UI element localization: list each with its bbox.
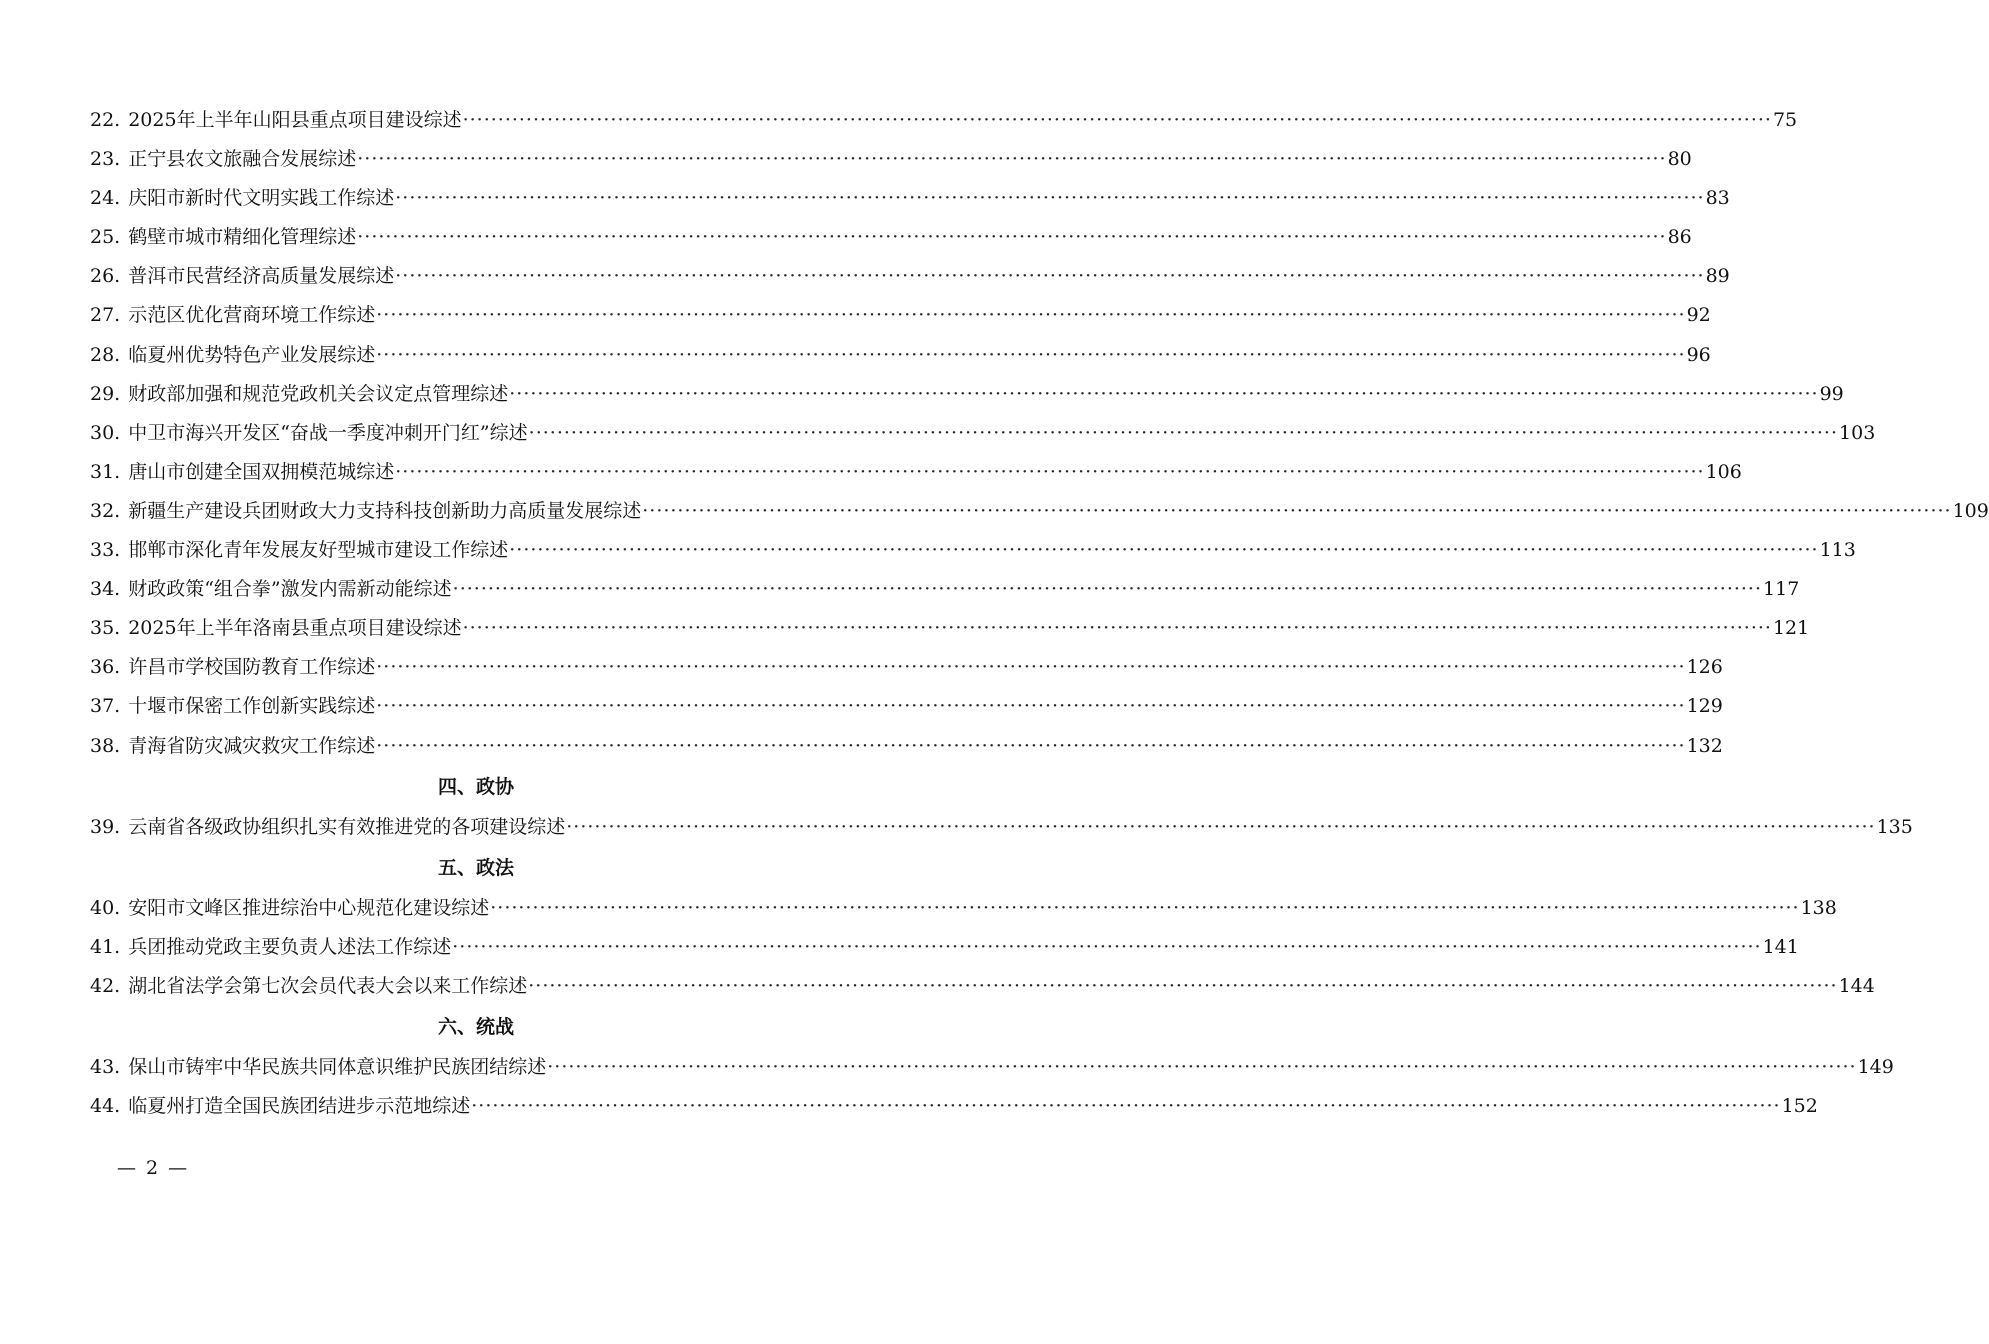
dot-leader	[395, 257, 1704, 296]
dot-leader	[490, 889, 1799, 928]
entry-number: 34.	[90, 578, 121, 601]
toc-entry[interactable]	[90, 687, 1723, 726]
dot-leader	[463, 609, 1772, 648]
dot-leader	[547, 1048, 1856, 1087]
entry-number: 29.	[90, 382, 121, 405]
entry-page-number: 149	[1857, 1055, 1894, 1078]
entry-page-number: 96	[1686, 343, 1711, 366]
toc-entry[interactable]	[90, 296, 1711, 335]
entry-number: 23.	[90, 148, 121, 171]
entry-number: 39.	[90, 815, 121, 838]
dot-leader	[566, 808, 1875, 847]
entry-page-number: 89	[1705, 265, 1730, 288]
section-heading-united-front: 六、统战	[437, 1015, 514, 1038]
entry-title: 鹤壁市城市精细化管理综述	[128, 226, 357, 249]
toc-entry[interactable]	[90, 1048, 1894, 1087]
entry-title: 临夏州打造全国民族团结进步示范地综述	[128, 1095, 471, 1118]
section-heading-politics-law: 五、政法	[437, 856, 514, 879]
entry-title: 新疆生产建设兵团财政大力支持科技创新助力高质量发展综述	[128, 499, 642, 522]
entry-number: 38.	[90, 734, 121, 757]
entry-page-number: 141	[1762, 935, 1799, 958]
entry-page-number: 129	[1686, 695, 1723, 718]
entry-page-number: 92	[1686, 304, 1711, 327]
toc-entry[interactable]	[90, 808, 1913, 847]
dot-leader	[642, 492, 1951, 531]
dot-leader	[453, 570, 1762, 609]
toc-entry[interactable]	[90, 140, 1692, 179]
toc-entry[interactable]	[90, 531, 1856, 570]
entry-page-number: 138	[1800, 896, 1837, 919]
entry-number: 22.	[90, 109, 121, 131]
section-heading-cppcc: 四、政协	[437, 775, 514, 798]
toc-entry[interactable]	[90, 889, 1837, 928]
entry-number: 27.	[90, 304, 121, 327]
dot-leader	[509, 531, 1818, 570]
entry-page-number: 80	[1667, 148, 1692, 171]
entry-title: 许昌市学校国防教育工作综述	[128, 656, 376, 679]
entry-title: 保山市铸牢中华民族共同体意识维护民族团结综述	[128, 1055, 547, 1078]
dot-leader	[376, 687, 1685, 726]
dot-leader	[395, 179, 1704, 218]
dot-leader	[376, 296, 1685, 335]
toc-entry[interactable]	[90, 336, 1711, 375]
entry-title: 财政政策“组合拳”激发内需新动能综述	[128, 578, 452, 601]
entry-number: 44.	[90, 1095, 121, 1118]
entry-title: 安阳市文峰区推进综治中心规范化建设综述	[128, 896, 490, 919]
dot-leader	[376, 336, 1685, 375]
dot-leader	[376, 648, 1685, 687]
entry-title: 邯郸市深化青年发展友好型城市建设工作综述	[128, 539, 509, 562]
dot-leader	[452, 928, 1761, 967]
toc-entry[interactable]	[90, 1087, 1818, 1126]
dot-leader	[357, 218, 1666, 257]
toc-entry[interactable]	[90, 570, 1800, 609]
toc-entry[interactable]	[90, 218, 1692, 257]
dot-leader	[463, 101, 1772, 140]
toc-entry[interactable]	[90, 101, 1798, 140]
entry-number: 40.	[90, 896, 121, 919]
entry-number: 42.	[90, 974, 121, 997]
entry-page-number: 135	[1876, 815, 1913, 838]
entry-title: 示范区优化营商环境工作综述	[128, 304, 376, 327]
entry-title: 云南省各级政协组织扎实有效推进党的各项建设综述	[128, 815, 566, 838]
entry-number: 33.	[90, 539, 121, 562]
entry-title: 湖北省法学会第七次会员代表大会以来工作综述	[128, 974, 528, 997]
dot-leader	[509, 375, 1818, 414]
entry-page-number: 113	[1819, 539, 1856, 562]
toc-entry[interactable]	[90, 492, 1989, 531]
entry-number: 41.	[90, 935, 121, 958]
entry-number: 35.	[90, 617, 121, 640]
entry-title: 普洱市民营经济高质量发展综述	[128, 265, 395, 288]
entry-page-number: 103	[1839, 421, 1876, 444]
entry-number: 32.	[90, 499, 121, 522]
entry-title: 正宁县农文旅融合发展综述	[128, 148, 357, 171]
toc-entry[interactable]	[90, 648, 1723, 687]
toc-entry[interactable]	[90, 967, 1875, 1006]
page-number-footer: — 2 —	[117, 1157, 190, 1179]
entry-number: 25.	[90, 226, 121, 249]
entry-page-number: 152	[1781, 1095, 1818, 1118]
entry-page-number: 117	[1763, 578, 1800, 601]
entry-number: 31.	[90, 460, 121, 483]
entry-page-number: 83	[1705, 187, 1730, 210]
entry-title: 青海省防灾减灾救灾工作综述	[128, 734, 376, 757]
entry-number: 37.	[90, 695, 121, 718]
entry-number: 36.	[90, 656, 121, 679]
toc-entry[interactable]	[90, 179, 1730, 218]
entry-number: 24.	[90, 187, 121, 210]
entry-page-number: 109	[1952, 499, 1989, 522]
entry-page-number: 126	[1686, 656, 1723, 679]
toc-entry[interactable]	[90, 257, 1730, 296]
toc-entry[interactable]	[90, 609, 1810, 648]
entry-title: 2025年上半年山阳县重点项目建设综述	[128, 109, 462, 131]
entry-page-number: 132	[1686, 734, 1723, 757]
entry-number: 26.	[90, 265, 121, 288]
dot-leader	[376, 727, 1685, 766]
entry-page-number: 99	[1819, 382, 1844, 405]
entry-title: 中卫市海兴开发区“奋战一季度冲刺开门红”综述	[128, 421, 528, 444]
entry-title: 2025年上半年洛南县重点项目建设综述	[128, 617, 462, 640]
dot-leader	[395, 453, 1704, 492]
entry-page-number: 75	[1772, 109, 1798, 131]
table-of-contents	[90, 101, 1989, 1126]
entry-title: 临夏州优势特色产业发展综述	[128, 343, 376, 366]
toc-entry[interactable]	[90, 414, 1876, 453]
dot-leader	[471, 1087, 1780, 1126]
dot-leader	[529, 414, 1838, 453]
entry-number: 30.	[90, 421, 121, 444]
entry-title: 庆阳市新时代文明实践工作综述	[128, 187, 395, 210]
toc-entry[interactable]	[90, 928, 1799, 967]
entry-title: 唐山市创建全国双拥模范城综述	[128, 460, 395, 483]
entry-page-number: 106	[1705, 460, 1742, 483]
entry-title: 兵团推动党政主要负责人述法工作综述	[128, 935, 452, 958]
entry-page-number: 121	[1772, 617, 1810, 640]
dot-leader	[528, 967, 1837, 1006]
entry-title: 十堰市保密工作创新实践综述	[128, 695, 376, 718]
toc-entry[interactable]	[90, 453, 1742, 492]
entry-number: 28.	[90, 343, 121, 366]
toc-entry[interactable]	[90, 375, 1844, 414]
dot-leader	[357, 140, 1666, 179]
entry-page-number: 144	[1838, 974, 1875, 997]
entry-page-number: 86	[1667, 226, 1692, 249]
entry-number: 43.	[90, 1055, 121, 1078]
toc-entry[interactable]	[90, 727, 1723, 766]
entry-title: 财政部加强和规范党政机关会议定点管理综述	[128, 382, 509, 405]
